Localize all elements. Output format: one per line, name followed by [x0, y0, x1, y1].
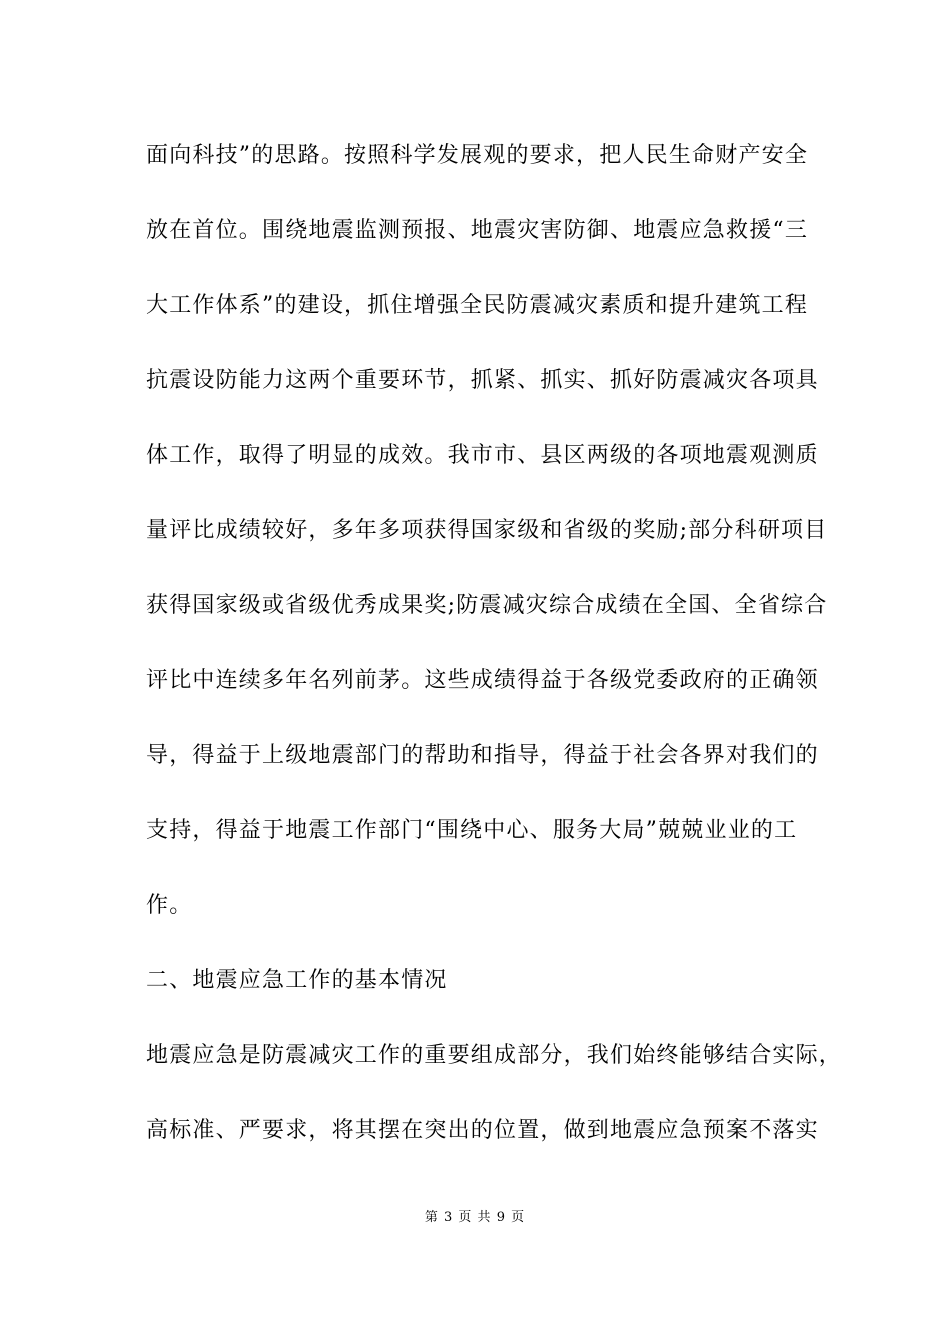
- text-line: 面向科技”的思路。按照科学发展观的要求，把人民生命财产安全: [146, 143, 809, 168]
- text-line: 放在首位。围绕地震监测预报、地震灾害防御、地震应急救援“三: [146, 218, 809, 243]
- text-line: 地震应急是防震减灾工作的重要组成部分，我们始终能够结合实际，: [146, 1043, 843, 1068]
- text-line: 大工作体系”的建设，抓住增强全民防震减灾素质和提升建筑工程: [146, 293, 809, 318]
- text-line: 体工作，取得了明显的成效。我市市、县区两级的各项地震观测质: [146, 443, 819, 468]
- text-line: 支持，得益于地震工作部门“围绕中心、服务大局”兢兢业业的工: [146, 818, 798, 843]
- page-number: 第 3 页 共 9 页: [424, 1210, 526, 1225]
- text-line: 高标准、严要求，将其摆在突出的位置，做到地震应急预案不落实: [146, 1118, 819, 1143]
- text-line: 量评比成绩较好，多年多项获得国家级和省级的奖励;部分科研项目: [146, 518, 828, 543]
- text-line: 作。: [146, 893, 193, 918]
- body-text: [146, 132, 843, 1182]
- text-line: 评比中连续多年名列前茅。这些成绩得益于各级党委政府的正确领: [146, 668, 819, 693]
- text-line: 抗震设防能力这两个重要环节，抓紧、抓实、抓好防震减灾各项具: [146, 368, 819, 393]
- text-line: 导，得益于上级地震部门的帮助和指导，得益于社会各界对我们的: [146, 743, 819, 768]
- text-line: 获得国家级或省级优秀成果奖;防震减灾综合成绩在全国、全省综合: [146, 593, 828, 618]
- section-heading: 二、地震应急工作的基本情况: [146, 968, 448, 993]
